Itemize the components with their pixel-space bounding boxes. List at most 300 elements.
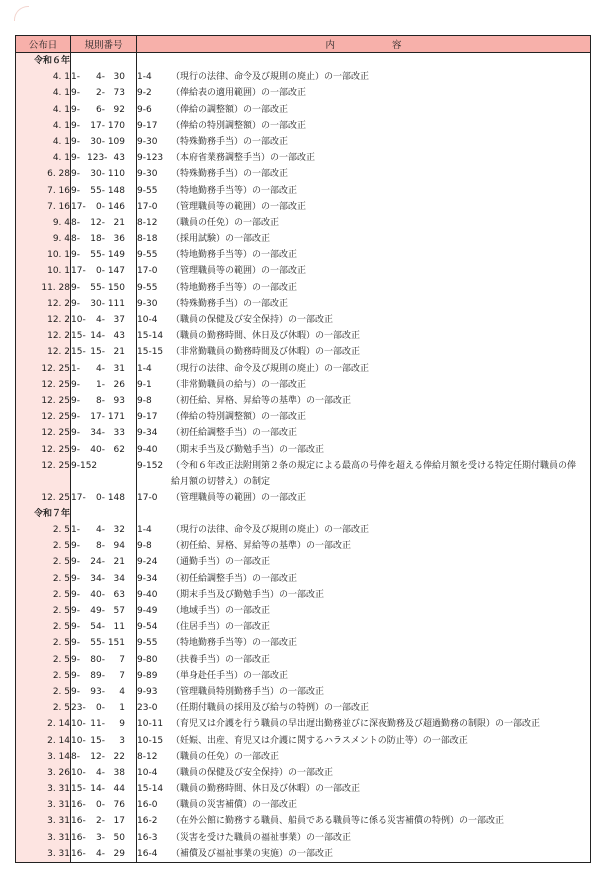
rule-series: 9- bbox=[71, 638, 80, 649]
content-cell bbox=[137, 102, 591, 118]
rule-series: 9- bbox=[71, 606, 80, 616]
content-cell bbox=[137, 797, 591, 813]
content-cell bbox=[137, 53, 591, 70]
rule-sub: 2- bbox=[96, 88, 105, 99]
rule-series: 9- bbox=[71, 120, 80, 131]
promulgation-date: 12. 25 bbox=[16, 490, 71, 506]
rule-series: 1- bbox=[71, 72, 80, 83]
content-cell bbox=[137, 215, 591, 231]
promulgation-date: 2. 5 bbox=[16, 554, 71, 570]
rule-code: 1-4 bbox=[137, 525, 152, 536]
rule-description: （特殊勤務手当）の一部改正 bbox=[171, 169, 289, 180]
rule-description: （初任給調整手当）の一部改正 bbox=[171, 428, 298, 439]
rule-series: 16- bbox=[71, 800, 86, 811]
rule-code: 17-0 bbox=[137, 266, 158, 277]
content-cell bbox=[137, 571, 591, 587]
corner-decoration bbox=[14, 6, 29, 21]
rule-number-cell bbox=[71, 635, 137, 651]
promulgation-date: 12. 25 bbox=[16, 377, 71, 393]
promulgation-date: 2. 5 bbox=[16, 635, 71, 651]
promulgation-date: 2. 5 bbox=[16, 700, 71, 716]
rule-series: 17- bbox=[71, 201, 86, 212]
promulgation-date: 12. 2 bbox=[16, 344, 71, 360]
rule-sub: 18- bbox=[90, 234, 105, 245]
rule-code: 10-15 bbox=[137, 735, 164, 746]
table-row bbox=[16, 684, 591, 700]
rule-code: 16-4 bbox=[137, 848, 158, 859]
rule-sub: 0- bbox=[96, 703, 105, 714]
content-cell bbox=[137, 749, 591, 765]
rule-number-cell bbox=[71, 846, 137, 863]
rule-code: 9-55 bbox=[137, 282, 158, 293]
content-cell bbox=[137, 85, 591, 101]
rule-sub: 0- bbox=[96, 492, 105, 503]
year-group-row bbox=[16, 506, 591, 522]
rule-number-cell bbox=[71, 797, 137, 813]
promulgation-date: 9. 4 bbox=[16, 231, 71, 247]
rule-code: 1-4 bbox=[137, 363, 152, 374]
rule-number-cell bbox=[71, 603, 137, 619]
rule-series: 9- bbox=[71, 589, 80, 600]
rule-code: 8-12 bbox=[137, 217, 158, 228]
rule-sub: 4- bbox=[96, 315, 105, 325]
table-row bbox=[16, 846, 591, 863]
promulgation-date: 3. 31 bbox=[16, 797, 71, 813]
rule-sub: 80- bbox=[90, 654, 105, 665]
rule-sub: 34- bbox=[90, 428, 105, 439]
rule-number-cell bbox=[71, 716, 137, 732]
header-rule-number: 規則番号 bbox=[71, 36, 137, 53]
rule-description: （育児又は介護を行う職員の早出遅出勤務並びに深夜勤務及び超過勤務の制限）の一部改正 bbox=[171, 719, 541, 730]
rule-description: （管理職員特別勤務手当）の一部改正 bbox=[171, 686, 325, 697]
table-row bbox=[16, 231, 591, 247]
content-cell bbox=[137, 166, 591, 182]
rule-description: （単身赴任手当）の一部改正 bbox=[171, 670, 289, 681]
table-row bbox=[16, 458, 591, 490]
rule-code: 9-123 bbox=[137, 153, 164, 164]
rule-code: 9-17 bbox=[137, 120, 158, 131]
table-row bbox=[16, 134, 591, 150]
rule-code: 23-0 bbox=[137, 703, 158, 714]
rule-revision: 7 bbox=[119, 654, 125, 665]
table-row bbox=[16, 150, 591, 166]
rule-code: 15-15 bbox=[137, 347, 164, 358]
rule-series: 9- bbox=[71, 395, 80, 406]
rule-sub: 55- bbox=[90, 638, 105, 649]
rule-sub: 55- bbox=[90, 185, 105, 196]
promulgation-date: 2. 5 bbox=[16, 603, 71, 619]
content-cell bbox=[137, 328, 591, 344]
table-row bbox=[16, 490, 591, 506]
content-cell bbox=[137, 506, 591, 522]
table-row bbox=[16, 393, 591, 409]
table-row bbox=[16, 700, 591, 716]
rule-series: 9- bbox=[71, 670, 80, 681]
rule-revision: 92 bbox=[113, 104, 125, 115]
rule-sub: 40- bbox=[90, 589, 105, 600]
table-row bbox=[16, 652, 591, 668]
rule-series: 9- bbox=[71, 444, 80, 455]
rule-revision: 93 bbox=[113, 395, 125, 406]
rule-revision: 26 bbox=[113, 379, 125, 390]
rule-revision: 148 bbox=[107, 492, 125, 503]
header-promulgation-date: 公布日 bbox=[16, 36, 71, 53]
rule-series: 8- bbox=[71, 234, 80, 245]
promulgation-date: 11. 28 bbox=[16, 280, 71, 296]
rule-revision: 31 bbox=[113, 363, 125, 374]
rule-revision: 50 bbox=[113, 832, 125, 843]
rule-code: 9-30 bbox=[137, 169, 158, 180]
rule-number-cell bbox=[71, 296, 137, 312]
rule-code: 9-30 bbox=[137, 136, 158, 147]
rule-series: 8- bbox=[71, 217, 80, 228]
promulgation-date: 2. 5 bbox=[16, 684, 71, 700]
rule-series: 9- bbox=[71, 412, 80, 423]
promulgation-date: 12. 25 bbox=[16, 361, 71, 377]
rule-number-cell bbox=[71, 183, 137, 199]
rule-number-cell bbox=[71, 442, 137, 458]
rule-series: 10- bbox=[71, 767, 86, 778]
table-row bbox=[16, 619, 591, 635]
rule-number-cell bbox=[71, 328, 137, 344]
table-row bbox=[16, 344, 591, 360]
content-cell bbox=[137, 652, 591, 668]
rule-code: 9-34 bbox=[137, 573, 158, 584]
rule-revision: 21 bbox=[113, 217, 125, 228]
promulgation-date: 4. 1 bbox=[16, 150, 71, 166]
rule-series: 10- bbox=[71, 735, 86, 746]
rule-description: （令和６年改正法附則第２条の規定による最高の号俸を超える俸給月額を受ける特定任期付職員の俸給月額の切替え）の制定 bbox=[171, 460, 577, 487]
rule-description: （特殊勤務手当）の一部改正 bbox=[171, 136, 289, 147]
rule-number-cell bbox=[71, 571, 137, 587]
content-cell bbox=[137, 134, 591, 150]
rule-sub: 49- bbox=[90, 606, 105, 616]
rule-code: 9-8 bbox=[137, 541, 152, 552]
rule-sub: 14- bbox=[90, 331, 105, 342]
rule-description: （特地勤務手当等）の一部改正 bbox=[171, 250, 298, 261]
rule-sub: 123- bbox=[87, 153, 108, 164]
rule-description: （俸給の調整額）の一部改正 bbox=[171, 104, 289, 115]
rule-series: 10- bbox=[71, 315, 86, 325]
content-cell bbox=[137, 247, 591, 263]
rule-number-cell bbox=[71, 280, 137, 296]
rule-number-cell bbox=[71, 118, 137, 134]
content-cell bbox=[137, 684, 591, 700]
rule-sub: 17- bbox=[90, 412, 105, 423]
rule-revision: 21 bbox=[113, 557, 125, 568]
rule-revision: 62 bbox=[113, 444, 125, 455]
table-row bbox=[16, 749, 591, 765]
rule-revision: 111 bbox=[107, 298, 125, 309]
rule-sub: 15- bbox=[90, 347, 105, 358]
table-row bbox=[16, 587, 591, 603]
table-row bbox=[16, 215, 591, 231]
promulgation-date: 12. 25 bbox=[16, 393, 71, 409]
table-row bbox=[16, 69, 591, 85]
rule-code: 9-55 bbox=[137, 638, 158, 649]
rule-description: （特殊勤務手当）の一部改正 bbox=[171, 298, 289, 309]
promulgation-date: 3. 31 bbox=[16, 813, 71, 829]
promulgation-date: 2. 5 bbox=[16, 587, 71, 603]
rule-description: （職員の勤務時間、休日及び休暇）の一部改正 bbox=[171, 331, 361, 342]
table-row bbox=[16, 538, 591, 554]
content-cell bbox=[137, 635, 591, 651]
rule-series: 9- bbox=[71, 250, 80, 261]
rule-number-cell bbox=[71, 150, 137, 166]
rule-number-cell bbox=[71, 668, 137, 684]
year-label: 令和７年 bbox=[16, 506, 71, 522]
rule-code: 9-40 bbox=[137, 589, 158, 600]
rule-number-cell bbox=[71, 619, 137, 635]
content-cell bbox=[137, 813, 591, 829]
promulgation-date: 9. 4 bbox=[16, 215, 71, 231]
rule-number-cell bbox=[71, 409, 137, 425]
table-row bbox=[16, 425, 591, 441]
content-cell bbox=[137, 296, 591, 312]
rule-revision: 147 bbox=[107, 266, 125, 277]
promulgation-date: 7. 16 bbox=[16, 183, 71, 199]
promulgation-date: 2. 5 bbox=[16, 571, 71, 587]
table-row bbox=[16, 377, 591, 393]
rule-sub: 30- bbox=[90, 169, 105, 180]
rule-number-cell bbox=[71, 312, 137, 328]
rule-series: 9- bbox=[71, 88, 80, 99]
promulgation-date: 12. 2 bbox=[16, 312, 71, 328]
rule-number-cell bbox=[71, 425, 137, 441]
promulgation-date: 4. 1 bbox=[16, 118, 71, 134]
table-row bbox=[16, 765, 591, 781]
rule-series: 1- bbox=[71, 363, 80, 374]
rule-revision: 76 bbox=[113, 800, 125, 811]
rule-number-cell bbox=[71, 506, 137, 522]
table-row bbox=[16, 830, 591, 846]
rule-description: （現行の法律、命令及び規則の廃止）の一部改正 bbox=[171, 363, 370, 374]
rule-series: 9- bbox=[71, 104, 80, 115]
rule-description: （職員の勤務時間、休日及び休暇）の一部改正 bbox=[171, 784, 361, 795]
rule-description: （管理職員等の範囲）の一部改正 bbox=[171, 201, 307, 212]
rule-number-cell bbox=[71, 215, 137, 231]
content-cell bbox=[137, 668, 591, 684]
rule-series: 9- bbox=[71, 282, 80, 293]
rule-number-cell bbox=[71, 522, 137, 538]
rule-description: （通勤手当）の一部改正 bbox=[171, 557, 271, 568]
rule-code: 9-54 bbox=[137, 622, 158, 633]
promulgation-date: 4. 1 bbox=[16, 69, 71, 85]
table-row bbox=[16, 409, 591, 425]
rule-sub: 0- bbox=[96, 800, 105, 811]
rule-description: （現行の法律、命令及び規則の廃止）の一部改正 bbox=[171, 525, 370, 536]
rule-revision: 73 bbox=[113, 88, 125, 99]
content-cell bbox=[137, 765, 591, 781]
rule-number-cell bbox=[71, 361, 137, 377]
rule-revision: 150 bbox=[107, 282, 125, 293]
promulgation-date: 2. 5 bbox=[16, 538, 71, 554]
rule-series: 17- bbox=[71, 266, 86, 277]
rule-sub: 14- bbox=[90, 784, 105, 795]
rule-revision: 170 bbox=[107, 120, 125, 131]
promulgation-date: 3. 26 bbox=[16, 765, 71, 781]
table-row bbox=[16, 668, 591, 684]
rule-description: （俸給の特別調整額）の一部改正 bbox=[171, 120, 307, 131]
rule-description: （管理職員等の範囲）の一部改正 bbox=[171, 492, 307, 503]
rule-sub: 40- bbox=[90, 444, 105, 455]
table-row bbox=[16, 296, 591, 312]
rule-number-cell bbox=[71, 700, 137, 716]
rule-sub: 4- bbox=[96, 72, 105, 83]
rule-number-cell bbox=[71, 813, 137, 829]
rule-revision: 146 bbox=[107, 201, 125, 212]
rule-code: 16-3 bbox=[137, 832, 158, 843]
table-row bbox=[16, 554, 591, 570]
content-cell bbox=[137, 312, 591, 328]
content-cell bbox=[137, 409, 591, 425]
table-row bbox=[16, 183, 591, 199]
content-cell bbox=[137, 830, 591, 846]
rule-revision: 171 bbox=[107, 412, 125, 423]
rule-code: 9-17 bbox=[137, 412, 158, 423]
promulgation-date: 12. 25 bbox=[16, 425, 71, 441]
rule-description: （本府省業務調整手当）の一部改正 bbox=[171, 153, 316, 164]
content-cell bbox=[137, 619, 591, 635]
table-row bbox=[16, 199, 591, 215]
table-row bbox=[16, 635, 591, 651]
rule-sub: 24- bbox=[90, 557, 105, 568]
content-cell bbox=[137, 538, 591, 554]
rule-sub: 6- bbox=[96, 104, 105, 115]
rule-description: （在外公館に勤務する職員、船員である職員等に係る災害補償の特例）の一部改正 bbox=[171, 816, 505, 827]
promulgation-date: 12. 2 bbox=[16, 296, 71, 312]
rule-description: （職員の保健及び安全保持）の一部改正 bbox=[171, 315, 334, 325]
promulgation-date: 2. 5 bbox=[16, 652, 71, 668]
rule-description: （期末手当及び勤勉手当）の一部改正 bbox=[171, 444, 325, 455]
table-row bbox=[16, 522, 591, 538]
rule-number-cell bbox=[71, 830, 137, 846]
promulgation-date: 2. 5 bbox=[16, 668, 71, 684]
promulgation-date: 12. 2 bbox=[16, 328, 71, 344]
rule-number-cell bbox=[71, 587, 137, 603]
rule-code: 15-14 bbox=[137, 331, 164, 342]
content-cell bbox=[137, 522, 591, 538]
rule-sub: 4- bbox=[96, 848, 105, 859]
rule-sub: 54- bbox=[90, 622, 105, 633]
rule-series: 15- bbox=[71, 784, 86, 795]
rule-number-cell bbox=[71, 490, 137, 506]
rule-description: （初任給、昇格、昇給等の基準）の一部改正 bbox=[171, 541, 352, 552]
rule-code: 9-55 bbox=[137, 185, 158, 196]
rule-revision: 17 bbox=[113, 816, 125, 827]
rule-code: 17-0 bbox=[137, 201, 158, 212]
rule-series: 17- bbox=[71, 492, 86, 503]
table-row bbox=[16, 102, 591, 118]
rule-number-cell bbox=[71, 53, 137, 70]
rule-code: 8-12 bbox=[137, 751, 158, 762]
rule-sub: 30- bbox=[90, 136, 105, 147]
rule-sub: 4- bbox=[96, 525, 105, 536]
rule-number-cell bbox=[71, 749, 137, 765]
rule-sub: 0- bbox=[96, 266, 105, 277]
content-cell bbox=[137, 393, 591, 409]
table-row bbox=[16, 571, 591, 587]
table-row bbox=[16, 166, 591, 182]
rule-series: 16- bbox=[71, 816, 86, 827]
header-content: 内 容 bbox=[137, 36, 591, 53]
content-cell bbox=[137, 603, 591, 619]
rule-code: 16-0 bbox=[137, 800, 158, 811]
content-cell bbox=[137, 263, 591, 279]
rule-number-cell bbox=[71, 166, 137, 182]
rule-series: 16- bbox=[71, 848, 86, 859]
rule-sub: 8- bbox=[96, 395, 105, 406]
rule-description: （採用試験）の一部改正 bbox=[171, 234, 271, 245]
promulgation-date: 2. 14 bbox=[16, 733, 71, 749]
rule-description: （初任給調整手当）の一部改正 bbox=[171, 573, 298, 584]
rule-revision: 7 bbox=[119, 670, 125, 681]
rule-description: （災害を受けた職員の福祉事業）の一部改正 bbox=[171, 832, 352, 843]
rule-series: 15- bbox=[71, 347, 86, 358]
promulgation-date: 4. 1 bbox=[16, 134, 71, 150]
table-row bbox=[16, 733, 591, 749]
promulgation-date: 12. 25 bbox=[16, 458, 71, 490]
rule-sub: 15- bbox=[90, 735, 105, 746]
year-group-row bbox=[16, 53, 591, 70]
rule-sub: 11- bbox=[90, 719, 105, 730]
rule-number-cell bbox=[71, 199, 137, 215]
rule-number-cell bbox=[71, 263, 137, 279]
rule-revision: 43 bbox=[113, 153, 125, 164]
table-row bbox=[16, 797, 591, 813]
table-row bbox=[16, 85, 591, 101]
rule-sub: 30- bbox=[90, 298, 105, 309]
promulgation-date: 3. 31 bbox=[16, 846, 71, 863]
rule-revision: 21 bbox=[113, 347, 125, 358]
rule-number-cell bbox=[71, 393, 137, 409]
rule-revision: 36 bbox=[113, 234, 125, 245]
rule-description: （特地勤務手当等）の一部改正 bbox=[171, 185, 298, 196]
rule-series: 9- bbox=[71, 622, 80, 633]
promulgation-date: 10. 1 bbox=[16, 263, 71, 279]
promulgation-date: 6. 28 bbox=[16, 166, 71, 182]
content-cell bbox=[137, 442, 591, 458]
content-cell bbox=[137, 118, 591, 134]
rule-code: 9-55 bbox=[137, 250, 158, 261]
rule-code: 9-40 bbox=[137, 444, 158, 455]
rule-description: （現行の法律、命令及び規則の廃止）の一部改正 bbox=[171, 72, 370, 83]
table-row bbox=[16, 716, 591, 732]
rule-description: （俸給の特別調整額）の一部改正 bbox=[171, 412, 307, 423]
rule-sub: 2- bbox=[96, 816, 105, 827]
rule-description: （特地勤務手当等）の一部改正 bbox=[171, 638, 298, 649]
content-cell bbox=[137, 280, 591, 296]
table-header-row bbox=[16, 36, 591, 53]
rule-code: 9-49 bbox=[137, 606, 158, 616]
rule-code: 8-18 bbox=[137, 234, 158, 245]
rule-sub: 34- bbox=[90, 573, 105, 584]
content-cell bbox=[137, 69, 591, 85]
rule-description: （非常勤職員の給与）の一部改正 bbox=[171, 379, 307, 390]
table-row bbox=[16, 781, 591, 797]
rule-revision: 33 bbox=[113, 428, 125, 439]
content-cell bbox=[137, 587, 591, 603]
rule-code: 10-11 bbox=[137, 719, 164, 730]
rule-code: 1-4 bbox=[137, 72, 152, 83]
rule-description: （初任給、昇格、昇給等の基準）の一部改正 bbox=[171, 395, 352, 406]
rule-revision: 29 bbox=[113, 848, 125, 859]
promulgation-date: 7. 16 bbox=[16, 199, 71, 215]
rule-series: 9- bbox=[71, 153, 80, 164]
rule-series: 9- bbox=[71, 573, 80, 584]
rule-code: 9-93 bbox=[137, 686, 158, 697]
rule-series: 15- bbox=[71, 331, 86, 342]
